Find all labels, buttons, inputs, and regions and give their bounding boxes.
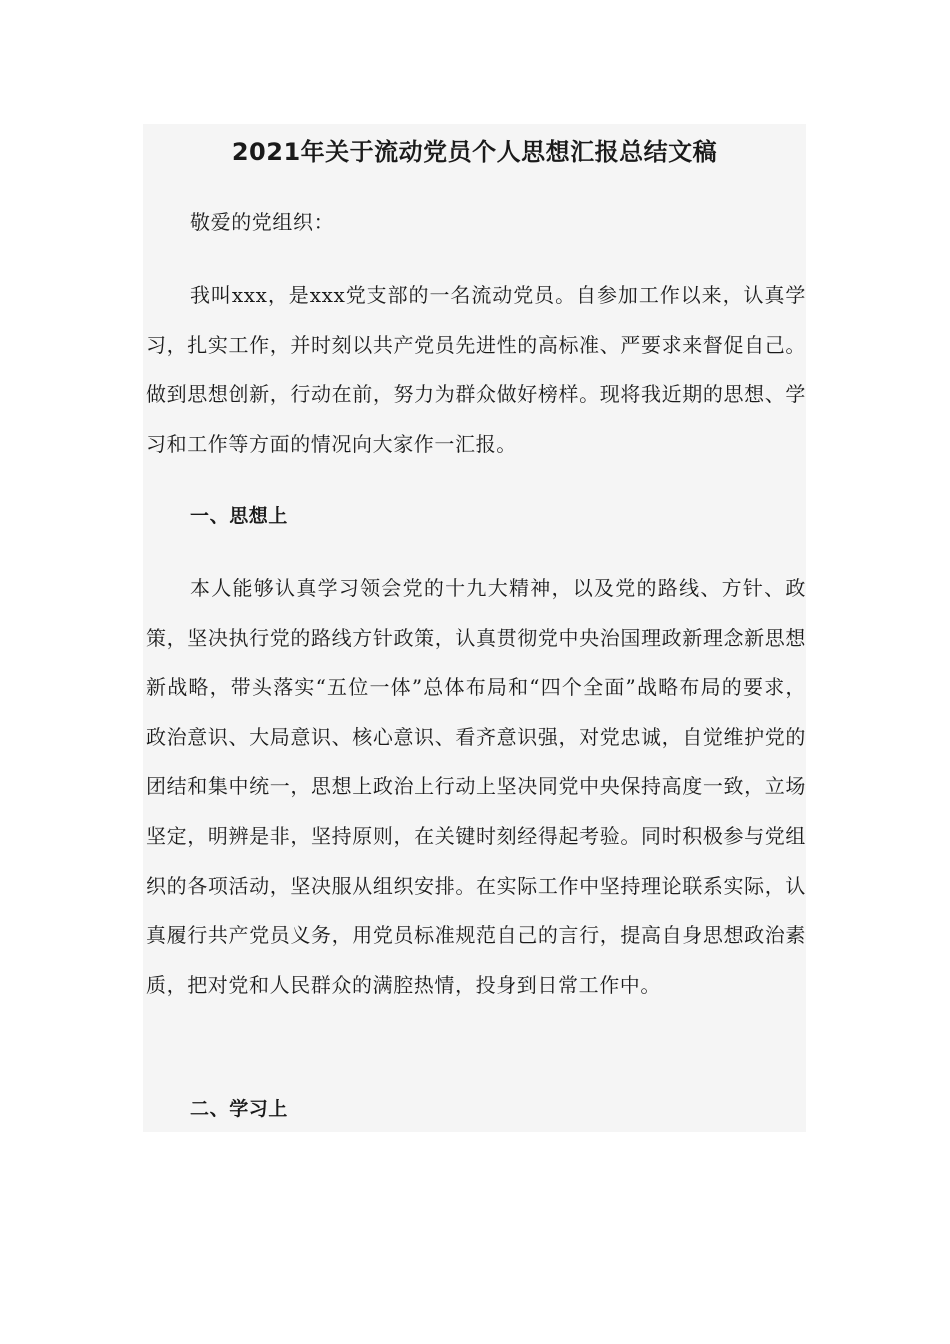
section-heading-study: 二、学习上 bbox=[190, 1098, 289, 1120]
salutation: 敬爱的党组织： bbox=[190, 210, 335, 234]
section-body-thought: 本人能够认真学习领会党的十九大精神，以及党的路线、方针、政策，坚决执行党的路线方针政策，认真贯彻党中央治国理政新理念新思想新战略，带头落实“五位一体”总体布局和“四个全面”战略布局的要求，政治意识、大局意识、核心意识、看齐意识强，对党忠诚，自觉维护党的团结和集中统一，思想上政治上行动上坚决同党中央保持高度一致，立场坚定，明辨是非，坚持原则，在关键时刻经得起考验。同时积极参与党组织的各项活动，坚决服从组织安排。在实际工作中坚持理论联系实际，认真履行共产党员义务，用党员标准规范自己的言行，提高自身思想政治素质，把对党和人民群众的满腔热情，投身到日常工作中。 bbox=[146, 576, 806, 997]
document-title: 2021年关于流动党员个人思想汇报总结文稿 bbox=[231, 138, 718, 166]
intro-paragraph: 我叫xxx，是xxx党支部的一名流动党员。自参加工作以来，认真学习，扎实工作，并时刻以共产党员先进性的高标准、严要求来督促自己。做到思想创新，行动在前，努力为群众做好榜样。现将我近期的思想、学习和工作等方面的情况向大家作一汇报。 bbox=[146, 283, 806, 456]
section-heading-thought: 一、思想上 bbox=[190, 505, 289, 527]
